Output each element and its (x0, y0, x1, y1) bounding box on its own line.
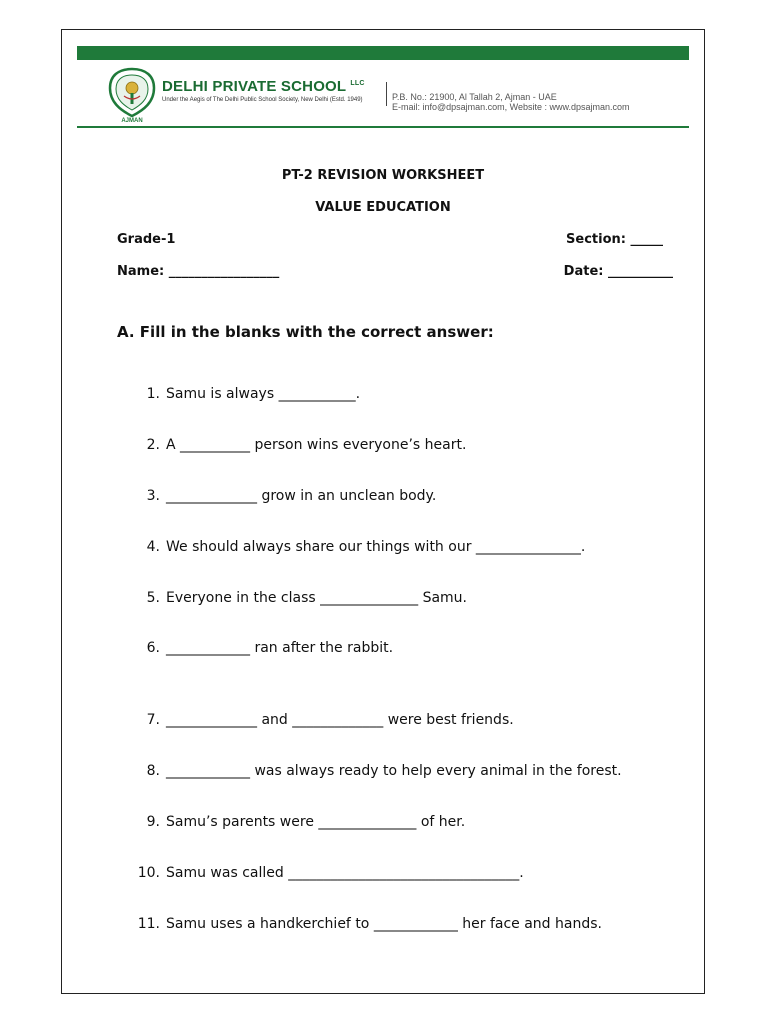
question-number: 7. (146, 712, 160, 728)
question-item (130, 539, 585, 555)
question-number: 11. (137, 916, 160, 932)
question-text: _____________ and _____________ were best friends. (166, 712, 514, 728)
question-item (130, 712, 514, 728)
question-number: 1. (146, 386, 160, 402)
question-number: 6. (146, 640, 160, 656)
logo-text: AJMAN (121, 118, 143, 124)
grade-label: Grade-1 (117, 232, 176, 247)
question-text: _____________ grow in an unclean body. (166, 488, 437, 504)
worksheet-title: PT-2 REVISION WORKSHEET (281, 168, 485, 183)
header-top-bar (77, 46, 689, 60)
worksheet-page (61, 29, 705, 994)
question-text: Samu uses a handkerchief to ____________ her face and hands. (166, 916, 602, 932)
subject-title: VALUE EDUCATION (315, 200, 451, 215)
question-item (130, 763, 622, 779)
question-number: 3. (146, 488, 160, 504)
question-number: 8. (146, 763, 160, 779)
school-contact (392, 92, 630, 112)
question-item (130, 814, 465, 830)
question-item (130, 865, 524, 881)
name-field: Name: _________________ (117, 264, 280, 279)
question-number: 9. (146, 814, 160, 830)
question-item (130, 640, 393, 656)
header-divider (386, 82, 387, 106)
question-item (130, 590, 467, 606)
school-subtitle: Under the Aegis of The Delhi Public School Society, New Delhi (Estd. 1949) (162, 97, 363, 103)
question-item (130, 916, 602, 932)
question-text: A __________ person wins everyone’s heart. (166, 437, 467, 453)
question-item (130, 437, 466, 453)
question-text: Everyone in the class ______________ Samu. (166, 590, 468, 606)
question-number: 4. (146, 539, 160, 555)
date-field: Date: __________ (563, 264, 673, 279)
question-text: ____________ was always ready to help every animal in the forest. (166, 763, 622, 779)
question-item (130, 386, 360, 402)
question-text: Samu was called _________________________________. (166, 865, 524, 881)
header-bottom-line (77, 126, 689, 128)
question-item (130, 488, 436, 504)
school-suffix: LLC (350, 80, 365, 87)
question-number: 5. (146, 590, 160, 606)
school-name-text: DELHI PRIVATE SCHOOL (162, 78, 347, 95)
section-field: Section: _____ (566, 232, 663, 247)
question-text: Samu’s parents were ______________ of her. (166, 814, 466, 830)
question-text: Samu is always ___________. (166, 386, 361, 402)
question-number: 2. (146, 437, 160, 453)
school-name (162, 78, 365, 95)
question-text: We should always share our things with our _______________. (166, 539, 586, 555)
contact-email-website: E-mail: info@dpsajman.com, Website : www.dpsajman.com (392, 102, 630, 112)
contact-address: P.B. No.: 21900, Al Tallah 2, Ajman - UAE (392, 92, 557, 102)
school-crest-logo (102, 66, 162, 124)
school-title-block (162, 78, 365, 103)
section-a-heading: A. Fill in the blanks with the correct answer: (117, 323, 494, 341)
question-number: 10. (137, 865, 160, 881)
question-text: ____________ ran after the rabbit. (166, 640, 394, 656)
